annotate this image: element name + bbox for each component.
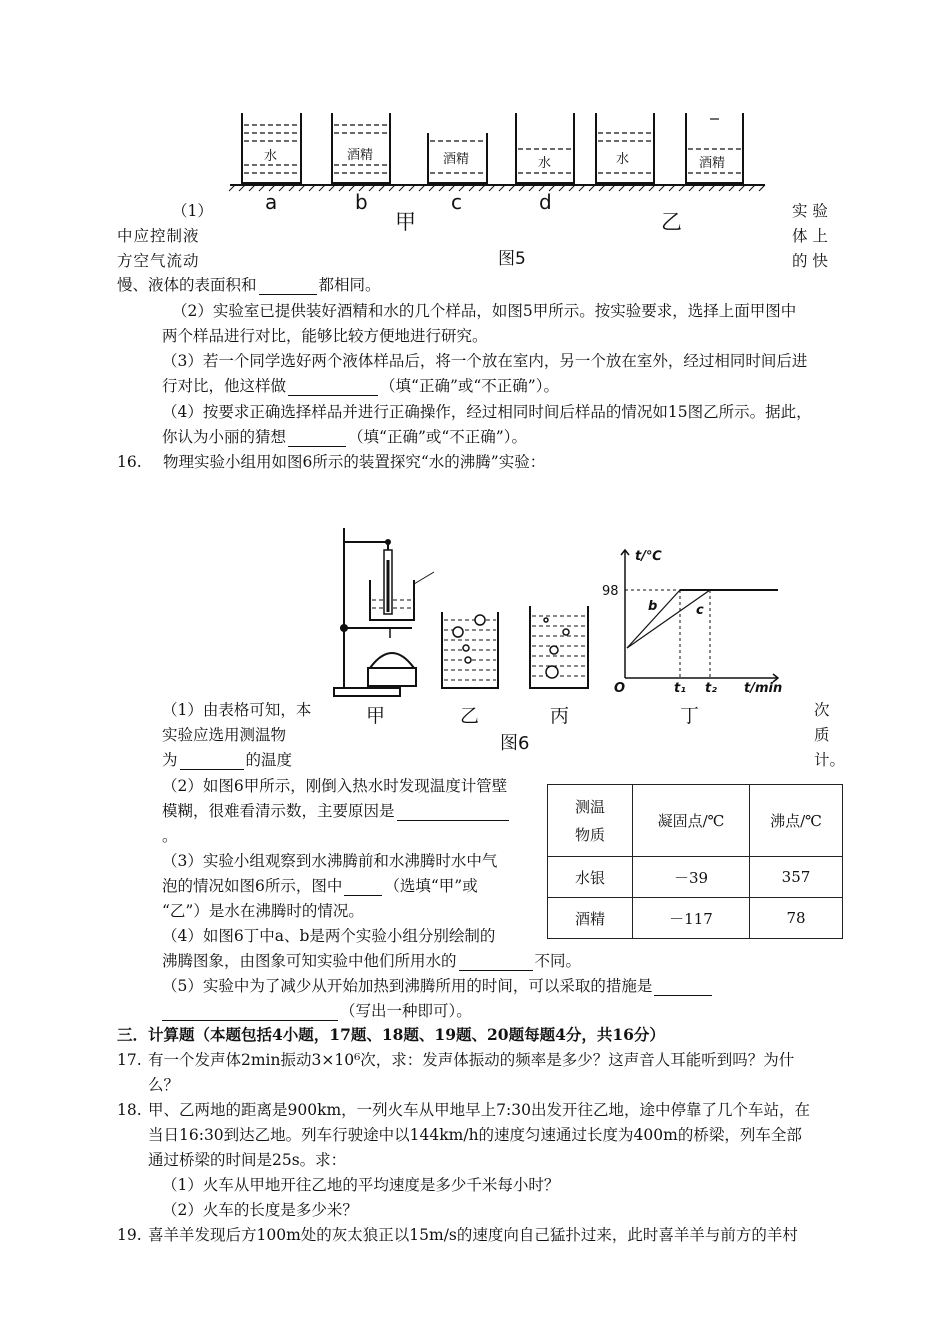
q16-blank-5b[interactable] bbox=[162, 1004, 338, 1021]
table-cell-boiling: 357 bbox=[750, 857, 843, 898]
graph-y-mark-98: 98 bbox=[602, 584, 619, 599]
q16-part4-line-b-post: 不同。 bbox=[534, 952, 582, 970]
q18-subquestion-2: （2）火车的长度是多少米？ bbox=[162, 1201, 358, 1219]
q16-number: 16. bbox=[117, 453, 142, 471]
q16-blank-2[interactable] bbox=[397, 804, 509, 821]
fig6-label-ding: 丁 bbox=[680, 705, 700, 727]
q15-part3-line-b-pre: 行对比，他这样做 bbox=[162, 377, 287, 395]
q16-blank-1[interactable] bbox=[180, 753, 244, 770]
figure-6 bbox=[330, 520, 800, 755]
graph-t2-label: t₂ bbox=[705, 681, 717, 696]
q15-part1-line-d-post: 都相同。 bbox=[318, 276, 381, 294]
graph-origin-label: O bbox=[614, 681, 626, 696]
q16-part1-right-c: 计。 bbox=[814, 751, 846, 769]
fig6-label-bing: 丙 bbox=[550, 705, 570, 727]
liquid-label-b: 酒精 bbox=[347, 148, 374, 163]
q16-stem: 物理实验小组用如图6所示的装置探究“水的沸腾”实验： bbox=[163, 453, 546, 471]
q18-line-a: 甲、乙两地的距离是900km，一列火车从甲地早上7:30出发开往乙地，途中停靠了几个车站，在 bbox=[148, 1101, 810, 1119]
graph-t1-label: t₁ bbox=[674, 681, 686, 696]
graph-line-b-label: b bbox=[648, 599, 658, 614]
liquid-label-c: 酒精 bbox=[443, 152, 470, 167]
table-header-substance-b: 物质 bbox=[574, 825, 605, 844]
fig6-label-yi: 乙 bbox=[460, 705, 480, 727]
q19-line-a: 喜羊羊发现后方100m处的灰太狼正以15m/s的速度向自己猛扑过来，此时喜羊羊与前方的羊村 bbox=[148, 1226, 798, 1244]
q15-part2-line-a: （2）实验室已提供装好酒精和水的几个样品，如图5甲所示。按实验要求，选择上面甲图中 bbox=[172, 302, 797, 320]
q15-part3-line-a: （3）若一个同学选好两个液体样品后，将一个放在室内，另一个放在室外，经过相同时间后进 bbox=[162, 352, 808, 370]
q16-part1-right-a: 次 bbox=[814, 701, 830, 719]
beaker-letter-d: d bbox=[539, 190, 552, 214]
q16-part2-line-c: 。 bbox=[162, 827, 178, 845]
q15-part4-line-a: （4）按要求正确选择样品并进行正确操作，经过相同时间后样品的情况如15图乙所示。据此， bbox=[162, 403, 812, 421]
q15-part1-left-b: 中应控制液 bbox=[117, 227, 200, 245]
q15-part4-line-b-post: （填“正确”或“不正确”）。 bbox=[348, 428, 527, 446]
q17-line-a: 有一个发声体2min振动3×10⁶次，求：发声体振动的频率是多少？这声音人耳能听到吗？为什 bbox=[148, 1051, 795, 1069]
q15-part1-right-c: 的 快 bbox=[792, 252, 828, 270]
table-header-boiling: 沸点/℃ bbox=[750, 785, 843, 857]
fig6-label-jia: 甲 bbox=[366, 705, 386, 727]
table-cell-freezing: －39 bbox=[633, 857, 750, 898]
q16-part4-line-b bbox=[162, 951, 581, 971]
q16-part3-line-a: （3）实验小组观察到水沸腾前和水沸腾时水中气 bbox=[162, 852, 498, 870]
liquid-label-f: 酒精 bbox=[699, 156, 726, 171]
table-header-substance bbox=[548, 785, 633, 857]
q16-blank-3[interactable] bbox=[344, 879, 382, 896]
table-cell-substance: 酒精 bbox=[548, 898, 633, 939]
thermometric-substance-table bbox=[547, 784, 843, 939]
q16-part5-line-b bbox=[160, 1001, 472, 1021]
q16-part2-line-a: （2）如图6甲所示，刚倒入热水时发现温度计管壁 bbox=[162, 777, 508, 795]
graph-line-c-label: c bbox=[696, 603, 704, 618]
q16-part3-line-c: “乙”）是水在沸腾时的情况。 bbox=[162, 902, 364, 920]
q15-part2-line-b: 两个样品进行对比，能够比较方便地进行研究。 bbox=[162, 327, 488, 345]
liquid-label-d: 水 bbox=[538, 156, 552, 171]
q16-part2-line-b bbox=[162, 801, 511, 821]
q16-part3-line-b-pre: 泡的情况如图6所示，图中 bbox=[162, 877, 343, 895]
q17-line-b: 么？ bbox=[148, 1076, 180, 1094]
q16-part3-line-b bbox=[162, 876, 478, 896]
q16-part5-line-a-text: （5）实验中为了减少从开始加热到沸腾所用的时间，可以采取的措施是 bbox=[162, 977, 653, 995]
q15-part3-line-b bbox=[162, 376, 559, 396]
q16-part5-line-b-post: （写出一种即可）。 bbox=[340, 1002, 472, 1020]
q18-line-c: 通过桥梁的时间是25s。求： bbox=[148, 1151, 347, 1169]
q15-part1-right-b: 体 上 bbox=[792, 227, 828, 245]
q16-blank-5a[interactable] bbox=[654, 979, 712, 996]
q15-blank-2[interactable] bbox=[288, 379, 378, 396]
q15-blank-3[interactable] bbox=[288, 430, 346, 447]
figure-6-caption: 图6 bbox=[500, 733, 530, 754]
q16-part1-left-c bbox=[162, 750, 292, 770]
q15-part4-line-b bbox=[162, 427, 527, 447]
q16-blank-4[interactable] bbox=[459, 954, 533, 971]
figure-5 bbox=[225, 105, 775, 275]
q19-number: 19. bbox=[117, 1226, 142, 1244]
q18-subquestion-1: （1）火车从甲地开往乙地的平均速度是多少千米每小时？ bbox=[162, 1176, 560, 1194]
q15-part1-line-d-pre: 慢、液体的表面积和 bbox=[117, 276, 257, 294]
q16-part5-line-a bbox=[162, 976, 714, 996]
q15-part1-number: （1） bbox=[172, 202, 213, 220]
graph-y-axis-label: t/℃ bbox=[635, 549, 662, 564]
group-label-jia: 甲 bbox=[395, 210, 416, 234]
table-row bbox=[548, 857, 843, 898]
q15-part4-line-b-pre: 你认为小丽的猜想 bbox=[162, 428, 287, 446]
beaker-bing bbox=[530, 606, 588, 688]
table-header-substance-a: 测温 bbox=[574, 797, 605, 816]
q15-part3-line-b-post: （填“正确”或“不正确”）。 bbox=[380, 377, 559, 395]
q16-part3-line-b-post: （选填“甲”或 bbox=[384, 877, 478, 895]
q18-line-b: 当日16:30到达乙地。列车行驶途中以144km/h的速度匀速通过长度为400m的桥梁，列车全部 bbox=[148, 1126, 802, 1144]
table-header-freezing: 凝固点/℃ bbox=[633, 785, 750, 857]
table-cell-substance: 水银 bbox=[548, 857, 633, 898]
q16-part1-left-b: 实验应选用测温物 bbox=[162, 726, 287, 744]
liquid-label-e: 水 bbox=[616, 152, 630, 167]
q16-part4-line-a: （4）如图6丁中a、b是两个实验小组分别绘制的 bbox=[162, 927, 496, 945]
section-3-title: 三．计算题（本题包括4小题，17题、18题、19题、20题每题4分，共16分） bbox=[117, 1025, 665, 1044]
table-header-row bbox=[548, 785, 843, 857]
q15-part1-line-d bbox=[117, 275, 381, 295]
table-row bbox=[548, 898, 843, 939]
q15-part1-right-a: 实 验 bbox=[792, 202, 828, 220]
q18-number: 18. bbox=[117, 1101, 142, 1119]
q16-part4-line-b-pre: 沸腾图象，由图象可知实验中他们所用水的 bbox=[162, 952, 457, 970]
q15-blank-1[interactable] bbox=[259, 278, 317, 295]
q16-part1-left-a: （1）由表格可知，本 bbox=[162, 701, 312, 719]
beaker-letter-c: c bbox=[451, 190, 462, 214]
table-cell-boiling: 78 bbox=[750, 898, 843, 939]
group-label-yi: 乙 bbox=[661, 210, 682, 234]
q16-part1-left-c-pre: 为 bbox=[162, 751, 178, 769]
q16-part1-left-c-post: 的温度 bbox=[245, 751, 293, 769]
liquid-label-a: 水 bbox=[264, 149, 278, 164]
figure-5-caption: 图5 bbox=[498, 249, 526, 269]
q15-part1-left-c: 方空气流动 bbox=[117, 252, 200, 270]
q17-number: 17. bbox=[117, 1051, 142, 1069]
q16-part2-line-b-text: 模糊，很难看清示数，主要原因是 bbox=[162, 802, 395, 820]
beaker-letter-a: a bbox=[265, 190, 278, 214]
q16-part1-right-b: 质 bbox=[814, 726, 830, 744]
beaker-letter-b: b bbox=[355, 190, 368, 214]
graph-x-axis-label: t/min bbox=[744, 681, 783, 696]
table-cell-freezing: －117 bbox=[633, 898, 750, 939]
